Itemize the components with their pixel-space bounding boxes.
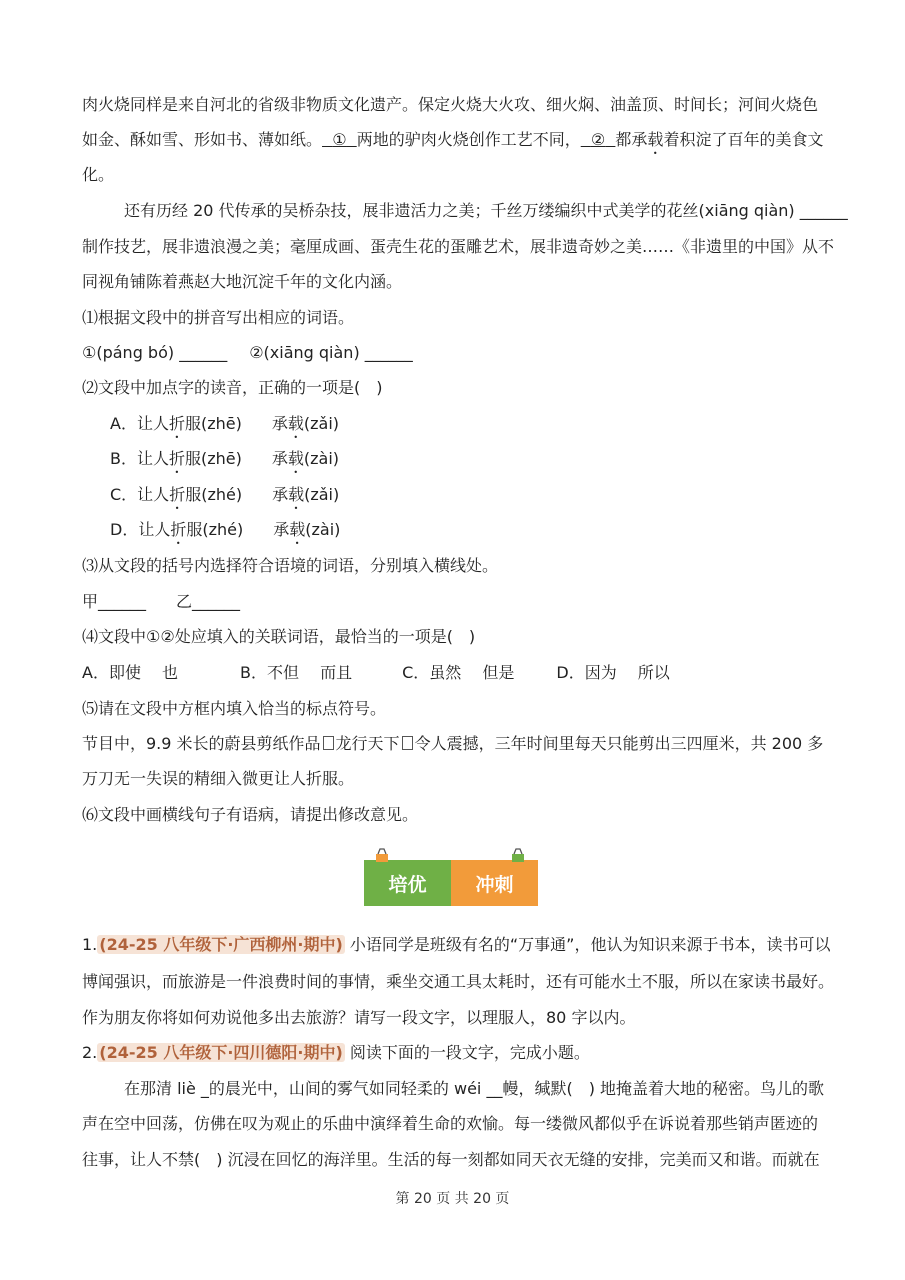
dotted-char-zai: 载 [647,130,664,149]
problem2-line3: 声在空中回荡，仿佛在叹为观止的乐曲中演绎着生命的欢愉。每一缕微风都似乎在诉说着那些销声匿迹的 [82,1114,819,1133]
para1-line2 [82,129,827,158]
binder-clip-icon [374,848,390,864]
q1-answer-b: ②(xiāng qiàn) ______ [249,343,413,362]
problem1-number: 1. [82,935,98,954]
q1-answers [82,342,827,364]
q1-stem: ⑴根据文段中的拼音写出相应的词语。 [82,308,355,327]
q1-answer-a: ①(páng bó) ______ [82,343,228,362]
q3-answer-a: 甲______ [82,592,147,611]
q6-stem: ⑹文段中画横线句子有语病，请提出修改意见。 [82,805,419,824]
problem2-line4: 往事，让人不禁( ) 沉浸在回忆的海洋里。生活的每一刻都如同天衣无缝的安排，完美而又和谐。而就在 [82,1150,820,1169]
para1-line2-b: 两地的驴肉火烧创作工艺不同， [356,130,581,149]
problem2-line2: 在那清 liè _的晨光中，山间的雾气如同轻柔的 wéi __幔，缄默( ) 地掩盖着大地的秘密。鸟儿的歌 [124,1079,825,1098]
q4-option-a: A．即使 也 [82,663,179,682]
blank-1: ① [332,130,347,149]
para1-line2-a: 如金、酥如雪、形如书、薄如纸。 [82,130,323,149]
punctuation-box [323,736,334,750]
q3-answers [82,591,827,613]
q4-option-d: D．因为 所以 [556,663,670,682]
para1-line2-c-pre: 都承 [615,130,648,149]
problem2-line1: 2. (24-25 八年级下·四川德阳·期中) 阅读下面的一段文字，完成小题。 [82,1043,590,1062]
punctuation-box [402,736,413,750]
problem2-source-tag: (24-25 八年级下·四川德阳·期中) [99,1043,343,1062]
q2-option-a: A．让人折服(zhē) 承载(zǎi) [110,414,340,433]
q5-stem: ⑸请在文段中方框内填入恰当的标点符号。 [82,699,387,718]
para2-line1: 还有历经 20 代传承的吴桥杂技，展非遗活力之美；千丝万缕编织中式美学的花丝(xiāng qiàn) ______ [124,201,848,220]
problem2-number: 2. [82,1043,98,1062]
problem1-line3: 作为朋友你将如何劝说他多出去旅游？请写一段文字，以理服人，80 字以内。 [82,1008,636,1027]
q5-line1: 节目中，9.9 米长的蔚县剪纸作品 龙行天下 令人震撼，三年时间里每天只能剪出三四厘米，共 200 多 [82,734,824,753]
q3-stem: ⑶从文段的括号内选择符合语境的词语，分别填入横线处。 [82,556,499,575]
q2-stem: ⑵文段中加点字的读音，正确的一项是( ) [82,378,383,397]
problem1-source-tag: (24-25 八年级下·广西柳州·期中) [99,935,343,954]
q4-option-b: B．不但 而且 [240,663,353,682]
q2-option-d: D．让人折服(zhé) 承载(zài) [110,520,341,539]
para1-line3: 化。 [82,165,115,184]
page-footer: 第 20 页 共 20 页 [395,1191,510,1207]
binder-clip-icon [510,848,526,864]
para1-line1: 肉火烧同样是来自河北的省级非物质文化遗产。保定火烧大火攻、细火焖、油盖顶、时间长；河间火烧色 [82,95,819,114]
q4-options [82,662,827,684]
q2-option-c: C．让人折服(zhé) 承载(zǎi) [110,485,340,504]
q4-option-c: C．虽然 但是 [402,663,515,682]
para1-line2-c-post: 着积淀了百年的美食文 [663,130,824,149]
q3-answer-b: 乙______ [176,592,241,611]
q5-line2: 万刀无一失误的精细入微更让人折服。 [82,769,355,788]
para2-line3: 同视角铺陈着燕赵大地沉淀千年的文化内涵。 [82,272,403,291]
problem1-line2: 博闻强识，而旅游是一件浪费时间的事情，乘坐交通工具太耗时，还有可能水土不服，所以在家读书最好。 [82,972,835,991]
banner-left: 培优 [364,860,451,906]
blank-2: ② [590,130,606,149]
q2-option-b: B．让人折服(zhē) 承载(zài) [110,449,340,468]
q4-stem: ⑷文段中①②处应填入的关联词语，最恰当的一项是( ) [82,627,476,646]
para2-line2: 制作技艺，展非遗浪漫之美；毫厘成画、蛋壳生花的蛋雕艺术，展非遗奇妙之美……《非遗里的中国》从不 [82,237,835,256]
problem1-line1: 1. (24-25 八年级下·广西柳州·期中) 小语同学是班级有名的“万事通”，他认为知识来源于书本，读书可以 [82,935,831,954]
section-banner [364,856,538,906]
banner-right: 冲刺 [451,860,538,906]
